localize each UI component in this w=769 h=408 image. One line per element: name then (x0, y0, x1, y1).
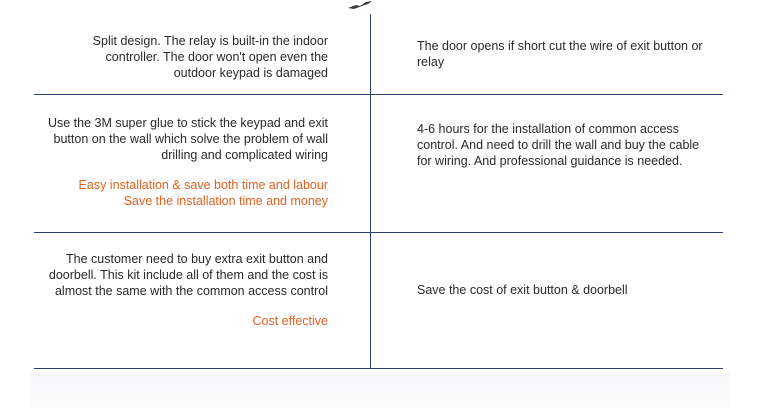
row3-left-text: The customer need to buy extra exit button and doorbell. This kit include all of them and the cost is almost the same with the common access control (48, 252, 328, 298)
row3-highlight (36, 313, 328, 329)
row-divider (34, 368, 723, 369)
row-divider (34, 94, 723, 95)
bottom-shade (30, 372, 730, 408)
row1-right-cell (417, 38, 717, 70)
row2-highlight-line1: Easy installation & save both time and labour (78, 178, 328, 192)
row1-right-text: The door opens if short cut the wire of exit button or relay (417, 39, 703, 69)
row3-right-cell (417, 282, 717, 298)
row1-left-cell (60, 33, 328, 81)
column-divider (370, 14, 371, 368)
row2-highlight (38, 177, 328, 209)
row1-left-text: Split design. The relay is built-in the indoor controller. The door won't open even the outdoor keypad is damaged (92, 34, 328, 80)
row2-right-text: 4-6 hours for the installation of common access control. And need to drill the wall and buy the cable for wiring. And professional guidance is needed. (417, 122, 700, 168)
row3-right-text: Save the cost of exit button & doorbell (417, 283, 628, 297)
row3-left-cell (36, 251, 328, 329)
brush-stroke-decoration (346, 0, 376, 10)
row-divider (34, 232, 723, 233)
row2-left-text: Use the 3M super glue to stick the keypad and exit button on the wall which solve the problem of wall drilling and complicated wiring (47, 116, 328, 162)
row2-right-cell (417, 121, 717, 169)
row3-highlight-line1: Cost effective (252, 314, 328, 328)
row2-left-cell (38, 115, 328, 209)
row2-highlight-line2: Save the installation time and money (123, 194, 328, 208)
